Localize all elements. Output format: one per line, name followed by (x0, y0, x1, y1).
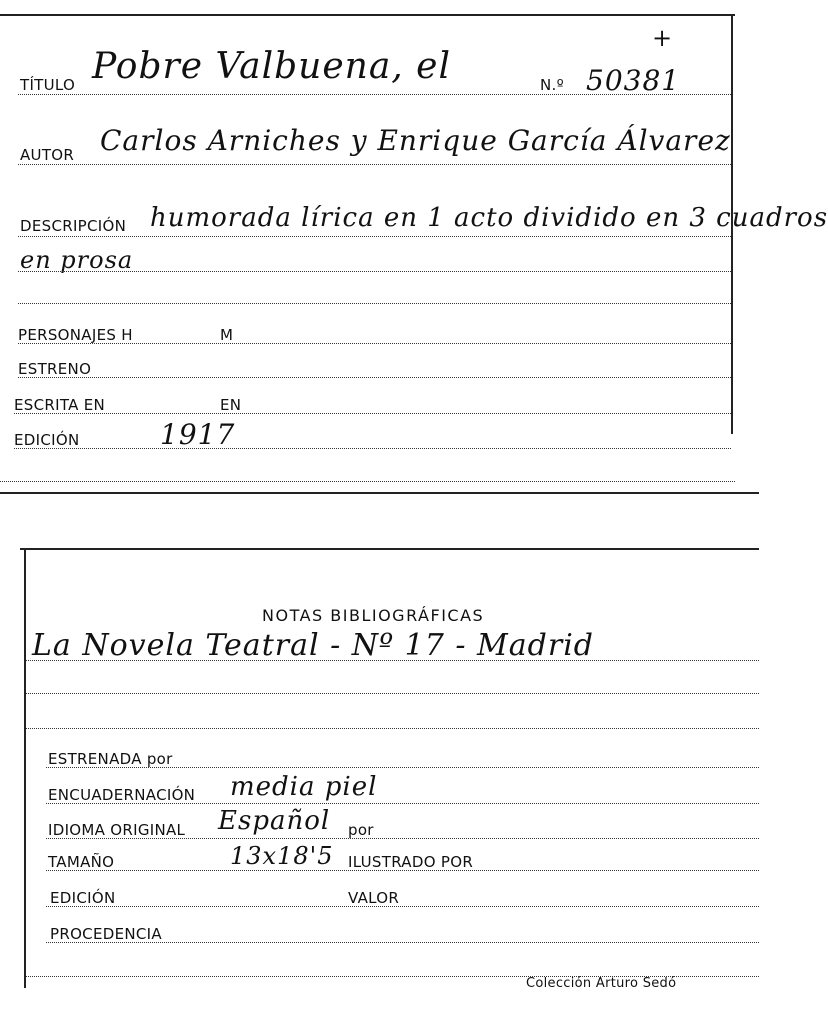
autor-line (18, 164, 731, 165)
personajes-line (18, 343, 731, 344)
numero-label: N.º (540, 76, 564, 94)
edicion-label: EDICIÓN (14, 431, 80, 449)
edicion2-line (46, 906, 759, 907)
notas-value: La Novela Teatral - Nº 17 - Madrid (32, 628, 595, 663)
descripcion-value-1: humorada lírica en 1 acto dividido en 3 cuadros (150, 203, 828, 233)
encuadernacion-value: media piel (230, 772, 378, 802)
notas-line-3 (26, 728, 759, 729)
notas-label: NOTAS BIBLIOGRÁFICAS (262, 606, 485, 625)
card-top-border (0, 14, 735, 16)
numero-value: 50381 (586, 64, 681, 97)
descripcion-line-1 (18, 236, 731, 237)
notas-line-1 (26, 660, 759, 661)
descripcion-label: DESCRIPCIÓN (20, 217, 127, 235)
escrita-label: ESCRITA EN (14, 396, 106, 414)
estreno-line (18, 377, 731, 378)
por-label: por (348, 821, 374, 839)
card-bottom-dotted (0, 481, 735, 482)
en-label: EN (220, 396, 242, 414)
m-label: M (220, 326, 234, 344)
titulo-value: Pobre Valbuena, el (92, 46, 451, 87)
card-bottom-border (0, 492, 759, 494)
procedencia-label: PROCEDENCIA (50, 925, 162, 943)
titulo-line (18, 94, 731, 95)
notas-line-2 (26, 693, 759, 694)
descripcion-line-2 (18, 271, 731, 272)
estreno-label: ESTRENO (18, 360, 92, 378)
personajes-label: PERSONAJES H (18, 326, 133, 344)
tamano-label: TAMAÑO (48, 853, 115, 871)
idioma-label: IDIOMA ORIGINAL (48, 821, 186, 839)
ilustrado-label: ILUSTRADO POR (348, 853, 474, 871)
idioma-line (46, 838, 759, 839)
coleccion-label: Colección Arturo Sedó (526, 976, 677, 991)
tamano-line (46, 870, 759, 871)
idioma-value: Español (218, 806, 331, 836)
autor-label: AUTOR (20, 146, 75, 164)
descripcion-line-3 (18, 303, 731, 304)
titulo-label: TÍTULO (20, 76, 76, 94)
encuadernacion-label: ENCUADERNACIÓN (48, 786, 196, 804)
card2-left-border (24, 548, 26, 988)
estrenada-line (46, 767, 759, 768)
valor-label: VALOR (348, 889, 400, 907)
handwritten-mark: + (652, 24, 674, 52)
estrenada-label: ESTRENADA por (48, 750, 173, 768)
procedencia-line (46, 942, 759, 943)
encuadernacion-line (46, 803, 759, 804)
autor-value: Carlos Arniches y Enrique García Álvarez (100, 124, 731, 157)
escrita-line (14, 413, 731, 414)
edicion-value: 1917 (160, 418, 236, 451)
tamano-value: 13x18'5 (230, 842, 334, 870)
card2-top-border (20, 548, 759, 550)
edicion-line (14, 448, 731, 449)
edicion2-label: EDICIÓN (50, 889, 116, 907)
descripcion-value-2: en prosa (20, 246, 134, 274)
